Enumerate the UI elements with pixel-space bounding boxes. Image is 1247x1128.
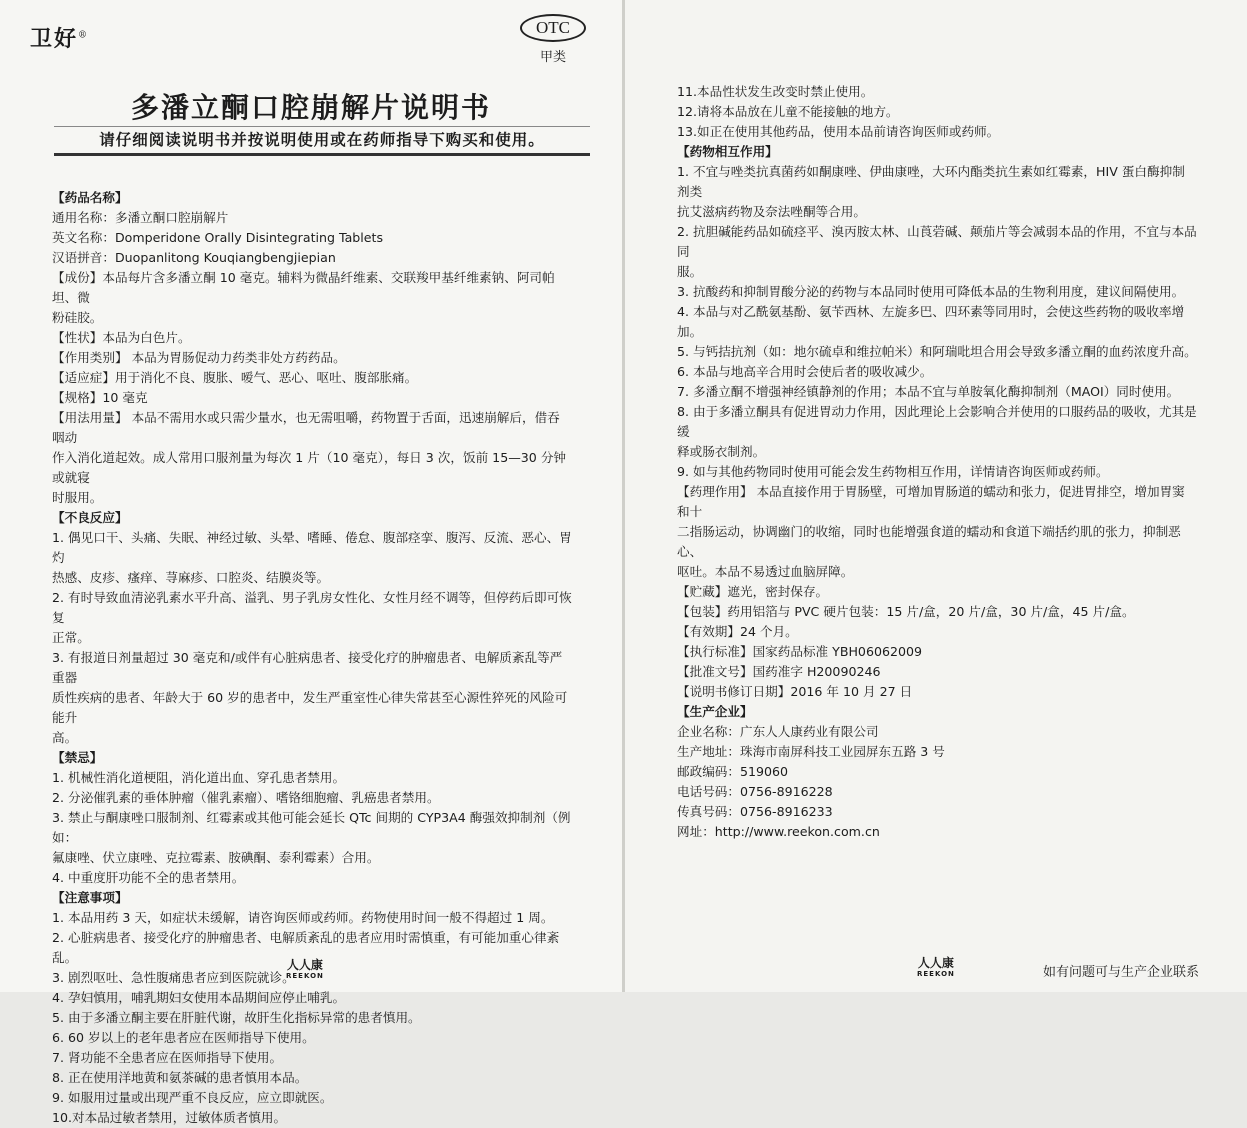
text-line: 12.请将本品放在儿童不能接触的地方。 xyxy=(677,104,899,119)
text-line: 邮政编码：519060 xyxy=(677,764,789,779)
text-line: 【规格】10 毫克 xyxy=(52,390,148,405)
right-body-text xyxy=(677,82,1197,842)
text-line: 5. 与钙拮抗剂（如：地尔硫卓和维拉帕米）和阿瑞吡坦合用会导致多潘立酮的血药浓度升高。 xyxy=(677,344,1197,359)
section-heading: 【不良反应】 xyxy=(52,510,128,525)
text-line: 6. 本品与地高辛合用时会使后者的吸收减少。 xyxy=(677,364,933,379)
text-line: 11.本品性状发生改变时禁止使用。 xyxy=(677,84,874,99)
section-heading: 【药品名称】 xyxy=(52,190,128,205)
text-line: 【作用类别】 本品为胃肠促动力药类非处方药药品。 xyxy=(52,350,346,365)
otc-class: 甲类 xyxy=(539,50,566,65)
usage-notice: 请仔细阅读说明书并按说明使用或在药师指导下购买和使用。 xyxy=(54,126,590,156)
text-line: 2. 有时导致血清泌乳素水平升高、溢乳、男子乳房女性化、女性月经不调等，但停药后即可恢复 xyxy=(52,590,572,625)
section-heading: 【生产企业】 xyxy=(677,704,753,719)
text-line: 8. 正在使用洋地黄和氨茶碱的患者慎用本品。 xyxy=(52,1070,308,1085)
text-line: 时服用。 xyxy=(52,490,103,505)
text-line: 作入消化道起效。成人常用口服剂量为每次 1 片（10 毫克），每日 3 次，饭前 15—30 分钟或就寝 xyxy=(52,450,567,485)
text-line: 服。 xyxy=(677,264,703,279)
text-line: 3. 有报道日剂量超过 30 毫克和/或伴有心脏病患者、接受化疗的肿瘤患者、电解质紊乱等严重器 xyxy=(52,650,563,685)
text-line: 呕吐。本品不易透过血脑屏障。 xyxy=(677,564,854,579)
text-line: 英文名称：Domperidone Orally Disintegrating Tablets xyxy=(52,230,384,245)
text-line: 1. 偶见口干、头痛、失眠、神经过敏、头晕、嗜睡、倦怠、腹部痉挛、腹泻、反流、恶心、胃灼 xyxy=(52,530,572,565)
section-heading: 【注意事项】 xyxy=(52,890,128,905)
text-line: 【包装】药用铝箔与 PVC 硬片包装：15 片/盒，20 片/盒，30 片/盒，45 片/盒。 xyxy=(677,604,1135,619)
text-line: 9. 如与其他药物同时使用可能会发生药物相互作用，详情请咨询医师或药师。 xyxy=(677,464,1109,479)
text-line: 1. 本品用药 3 天，如症状未缓解，请咨询医师或药师。药物使用时间一般不得超过 1 周。 xyxy=(52,910,554,925)
text-line: 13.如正在使用其他药品，使用本品前请咨询医师或药师。 xyxy=(677,124,1000,139)
text-line: 传真号码：0756-8916233 xyxy=(677,804,833,819)
text-line: 抗艾滋病药物及奈法唑酮等合用。 xyxy=(677,204,866,219)
text-line: 释或肠衣制剂。 xyxy=(677,444,766,459)
text-line: 【执行标准】国家药品标准 YBH06062009 xyxy=(677,644,923,659)
text-line: 6. 60 岁以上的老年患者应在医师指导下使用。 xyxy=(52,1030,315,1045)
right-page xyxy=(625,0,1247,992)
document-title: 多潘立酮口腔崩解片说明书 xyxy=(130,91,491,124)
text-line: 7. 多潘立酮不增强神经镇静剂的作用；本品不宜与单胺氧化酶抑制剂（MAOI）同时使用。 xyxy=(677,384,1180,399)
text-line: 高。 xyxy=(52,730,78,745)
text-line: 正常。 xyxy=(52,630,90,645)
contact-note: 如有问题可与生产企业联系 xyxy=(1043,965,1200,980)
left-page xyxy=(0,0,622,1125)
text-line: 【有效期】24 个月。 xyxy=(677,624,798,639)
text-line: 通用名称：多潘立酮口腔崩解片 xyxy=(52,210,229,225)
text-line: 【药理作用】 本品直接作用于胃肠壁，可增加胃肠道的蠕动和张力，促进胃排空，增加胃窦和十 xyxy=(677,484,1185,519)
text-line: 生产地址：珠海市南屏科技工业园屏东五路 3 号 xyxy=(677,744,945,759)
text-line: 【贮藏】遮光，密封保存。 xyxy=(677,584,829,599)
left-body-text xyxy=(52,188,572,1128)
text-line: 7. 肾功能不全患者应在医师指导下使用。 xyxy=(52,1050,283,1065)
text-line: 4. 中重度肝功能不全的患者禁用。 xyxy=(52,870,245,885)
text-line: 3. 禁止与酮康唑口服制剂、红霉素或其他可能会延长 QTc 间期的 CYP3A4 酶强效抑制剂（例如： xyxy=(52,810,571,845)
text-line: 【说明书修订日期】2016 年 10 月 27 日 xyxy=(677,684,913,699)
text-line: 二指肠运动，协调幽门的收缩，同时也能增强食道的蠕动和食道下端括约肌的张力，抑制恶心、 xyxy=(677,524,1181,559)
text-line: 氟康唑、伏立康唑、克拉霉素、胺碘酮、泰利霉素）合用。 xyxy=(52,850,380,865)
text-line: 【适应症】用于消化不良、腹胀、嗳气、恶心、呕吐、腹部胀痛。 xyxy=(52,370,418,385)
otc-label: OTC xyxy=(520,14,586,42)
text-line: 4. 孕妇慎用，哺乳期妇女使用本品期间应停止哺乳。 xyxy=(52,990,346,1005)
text-line: 汉语拼音：Duopanlitong Kouqiangbengjiepian xyxy=(52,250,336,265)
text-line: 2. 分泌催乳素的垂体肿瘤（催乳素瘤）、嗜铬细胞瘤、乳癌患者禁用。 xyxy=(52,790,440,805)
text-line: 粉硅胶。 xyxy=(52,310,103,325)
text-line: 9. 如服用过量或出现严重不良反应，应立即就医。 xyxy=(52,1090,333,1105)
reekon-logo-left: 人人康 REEKON xyxy=(286,958,324,980)
text-line: 企业名称：广东人人康药业有限公司 xyxy=(677,724,879,739)
text-line: 电话号码：0756-8916228 xyxy=(677,784,833,799)
text-line: 10.对本品过敏者禁用，过敏体质者慎用。 xyxy=(52,1110,287,1125)
text-line: 1. 不宜与唑类抗真菌药如酮康唑、伊曲康唑，大环内酯类抗生素如红霉素，HIV 蛋白酶抑制剂类 xyxy=(677,164,1185,199)
text-line: 5. 由于多潘立酮主要在肝脏代谢，故肝生化指标异常的患者慎用。 xyxy=(52,1010,421,1025)
text-line: 2. 抗胆碱能药品如硫痉平、溴丙胺太林、山莨菪碱、颠茄片等会减弱本品的作用，不宜与本品同 xyxy=(677,224,1197,259)
reekon-logo-right: 人人康 REEKON xyxy=(917,956,955,978)
text-line: 【成份】本品每片含多潘立酮 10 毫克。辅料为微晶纤维素、交联羧甲基纤维素钠、阿司帕坦、微 xyxy=(52,270,555,305)
text-line: 【用法用量】 本品不需用水或只需少量水，也无需咀嚼，药物置于舌面，迅速崩解后，借吞咽动 xyxy=(52,410,560,445)
text-line: 8. 由于多潘立酮具有促进胃动力作用，因此理论上会影响合并使用的口服药品的吸收，尤其是缓 xyxy=(677,404,1197,439)
text-line: 质性疾病的患者、年龄大于 60 岁的患者中，发生严重室性心律失常甚至心源性猝死的风险可能升 xyxy=(52,690,568,725)
brand-name: 卫好® xyxy=(30,26,90,52)
text-line: 【批准文号】国药准字 H20090246 xyxy=(677,664,881,679)
text-line: 热感、皮疹、瘙痒、荨麻疹、口腔炎、结膜炎等。 xyxy=(52,570,330,585)
text-line: 3. 剧烈呕吐、急性腹痛患者应到医院就诊。 xyxy=(52,970,295,985)
text-line: 网址：http://www.reekon.com.cn xyxy=(677,824,880,839)
text-line: 【性状】本品为白色片。 xyxy=(52,330,191,345)
section-heading: 【药物相互作用】 xyxy=(677,144,778,159)
otc-badge xyxy=(520,14,586,65)
text-line: 1. 机械性消化道梗阻，消化道出血、穿孔患者禁用。 xyxy=(52,770,346,785)
section-heading: 【禁忌】 xyxy=(52,750,103,765)
text-line: 4. 本品与对乙酰氨基酚、氨苄西林、左旋多巴、四环素等同用时，会使这些药物的吸收率增加。 xyxy=(677,304,1185,339)
text-line: 3. 抗酸药和抑制胃酸分泌的药物与本品同时使用可降低本品的生物利用度，建议间隔使用。 xyxy=(677,284,1185,299)
text-line: 2. 心脏病患者、接受化疗的肿瘤患者、电解质紊乱的患者应用时需慎重，有可能加重心律紊乱。 xyxy=(52,930,560,965)
